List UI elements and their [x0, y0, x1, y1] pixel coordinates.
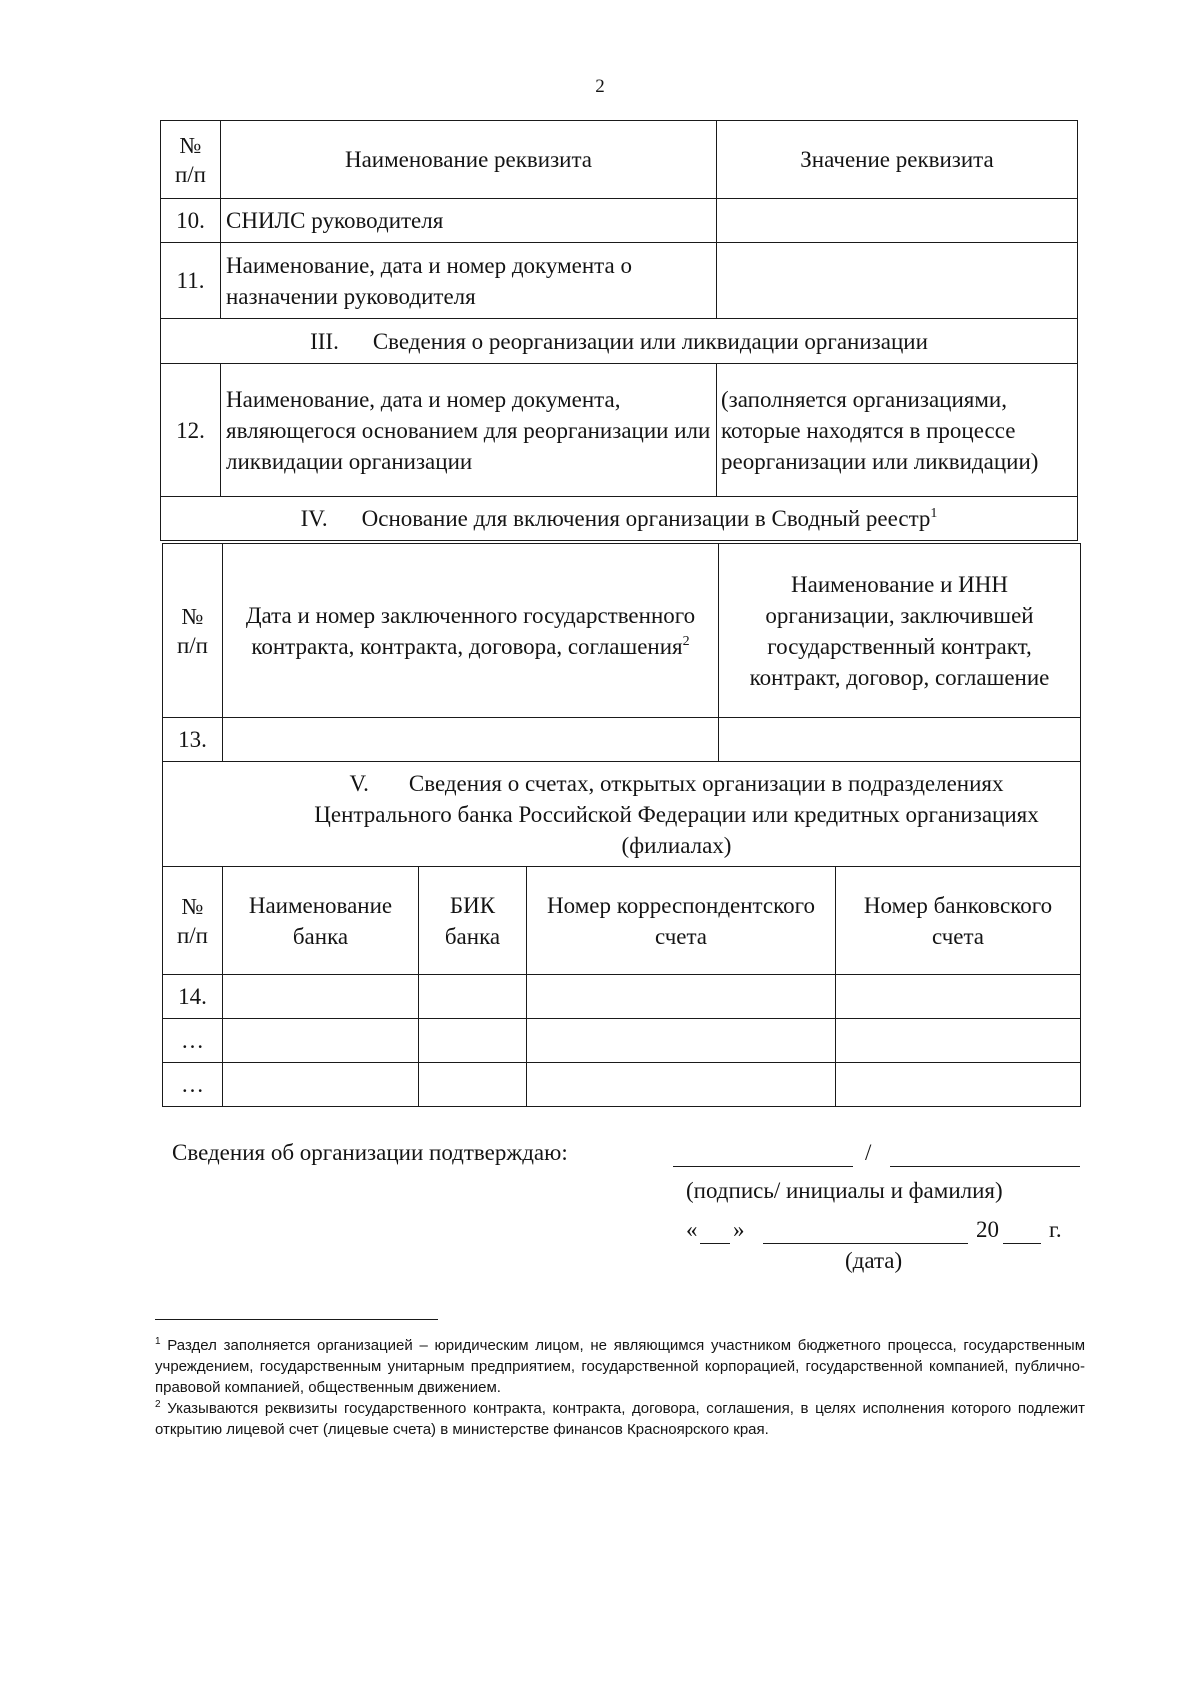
row-num-cell: 11. — [161, 243, 221, 319]
table-row — [161, 364, 1078, 497]
row-cell — [527, 1063, 836, 1107]
row-num-cell: … — [163, 1019, 223, 1063]
contract-header-text: Дата и номер заключенного государственного контракта, контракта, договора, соглашения — [245, 602, 696, 659]
section-4-title: Основание для включения организации в Сводный реестр — [361, 506, 931, 531]
header-bank-name-cell: Наименование банка — [223, 867, 419, 975]
section-4-header-row — [161, 497, 1078, 541]
header-name-cell: Наименование реквизита — [221, 121, 717, 199]
row-num-cell: … — [163, 1063, 223, 1107]
section-5-title: Сведения о счетах, открытых организации в подразделениях Центрального банка Российской Федерации или кредитных организациях (филиалах) — [314, 770, 1039, 858]
section-4-number: IV. — [300, 506, 328, 531]
row-num-cell: 14. — [163, 975, 223, 1019]
row-cell — [836, 975, 1081, 1019]
table-row — [163, 975, 1081, 1019]
accounts-header-row — [163, 867, 1081, 975]
row-num-cell: 10. — [161, 199, 221, 243]
section-4-columns-row — [163, 544, 1081, 718]
row-name-cell: Наименование, дата и номер документа о назначении руководителя — [221, 243, 717, 319]
row-value-cell: (заполняется организациями, которые находятся в процессе реорганизации или ликвидации) — [717, 364, 1078, 497]
footnotes — [155, 1335, 1085, 1440]
row-cell — [223, 1063, 419, 1107]
row-org-cell — [719, 718, 1081, 762]
signature-caption: (подпись/ инициалы и фамилия) — [686, 1178, 1003, 1203]
footnote-1-text: Раздел заполняется организацией – юридическим лицом, не являющимся участником бюджетного процесса, государственным учреждением, государственным унитарным предприятием, государственной корпорацией, государственной компанией, публично-правовой компанией, общественным движением. — [155, 1337, 1086, 1396]
date-caption: (дата) — [845, 1248, 903, 1273]
section-5-header-row — [163, 762, 1081, 867]
footnote-1 — [155, 1335, 1085, 1398]
footnote-2-text: Указываются реквизиты государственного контракта, контракта, договора, соглашения, в целях исполнения которого подлежит открытию лицевой счет (лицевые счета) в министерстве финансов Красноярского края. — [155, 1400, 1086, 1438]
accounts-table — [162, 866, 1081, 1107]
table-row — [161, 243, 1078, 319]
year-line[interactable] — [1003, 1243, 1041, 1244]
row-cell — [419, 1019, 527, 1063]
table-header-row — [161, 121, 1078, 199]
header-value-cell: Значение реквизита — [717, 121, 1078, 199]
date-close-quote: » — [733, 1217, 745, 1242]
footnote-divider — [155, 1319, 438, 1320]
confirmation-label: Сведения об организации подтверждаю: — [172, 1140, 568, 1165]
section-5-number: V. — [349, 770, 369, 796]
row-value-cell — [717, 199, 1078, 243]
header-bik-cell: БИК банка — [419, 867, 527, 975]
footnote-mark: 1 — [930, 506, 938, 521]
footnote-2-mark: 2 — [155, 1399, 161, 1410]
signature-line[interactable] — [673, 1166, 853, 1167]
name-line[interactable] — [890, 1166, 1080, 1167]
section-3-number: III. — [310, 328, 339, 354]
row-name-cell: СНИЛС руководителя — [221, 199, 717, 243]
requisites-table — [160, 120, 1078, 541]
page-number: 2 — [595, 76, 605, 97]
row-cell — [527, 975, 836, 1019]
row-cell — [419, 975, 527, 1019]
year-suffix: г. — [1049, 1217, 1062, 1242]
row-cell — [223, 975, 419, 1019]
header-contract-cell — [223, 544, 719, 718]
row-cell — [419, 1063, 527, 1107]
header-org-cell: Наименование и ИНН организации, заключившей государственный контракт, контракт, договор, соглашение — [719, 544, 1081, 718]
header-num-cell: № п/п — [161, 121, 221, 199]
table-row — [161, 199, 1078, 243]
basis-table — [162, 543, 1081, 867]
signature-slash: / — [865, 1140, 872, 1165]
row-cell — [223, 1019, 419, 1063]
footnote-mark: 2 — [682, 633, 690, 649]
row-value-cell — [717, 243, 1078, 319]
table-row — [163, 1019, 1081, 1063]
day-line[interactable] — [700, 1243, 730, 1244]
row-num-cell: 12. — [161, 364, 221, 497]
section-4-header — [161, 497, 1078, 541]
row-name-cell: Наименование, дата и номер документа, являющегося основанием для реорганизации или ликвидации организации — [221, 364, 717, 497]
date-open-quote: « — [686, 1217, 698, 1242]
footnote-1-mark: 1 — [155, 1336, 161, 1347]
section-3-title: Сведения о реорганизации или ликвидации организации — [372, 328, 928, 354]
section-3-header-row — [161, 319, 1078, 364]
header-num-cell: № п/п — [163, 867, 223, 975]
row-contract-cell — [223, 718, 719, 762]
table-row — [163, 1063, 1081, 1107]
footnote-2 — [155, 1398, 1085, 1440]
header-corr-account-cell: Номер корреспондентского счета — [527, 867, 836, 975]
header-bank-account-cell: Номер банковского счета — [836, 867, 1081, 975]
section-3-header — [161, 319, 1078, 364]
table-row — [163, 718, 1081, 762]
row-cell — [836, 1019, 1081, 1063]
row-num-cell: 13. — [163, 718, 223, 762]
section-5-header — [163, 762, 1081, 867]
month-line[interactable] — [763, 1243, 968, 1244]
header-num-cell: № п/п — [163, 544, 223, 718]
row-cell — [527, 1019, 836, 1063]
row-cell — [836, 1063, 1081, 1107]
year-prefix: 20 — [976, 1217, 999, 1242]
